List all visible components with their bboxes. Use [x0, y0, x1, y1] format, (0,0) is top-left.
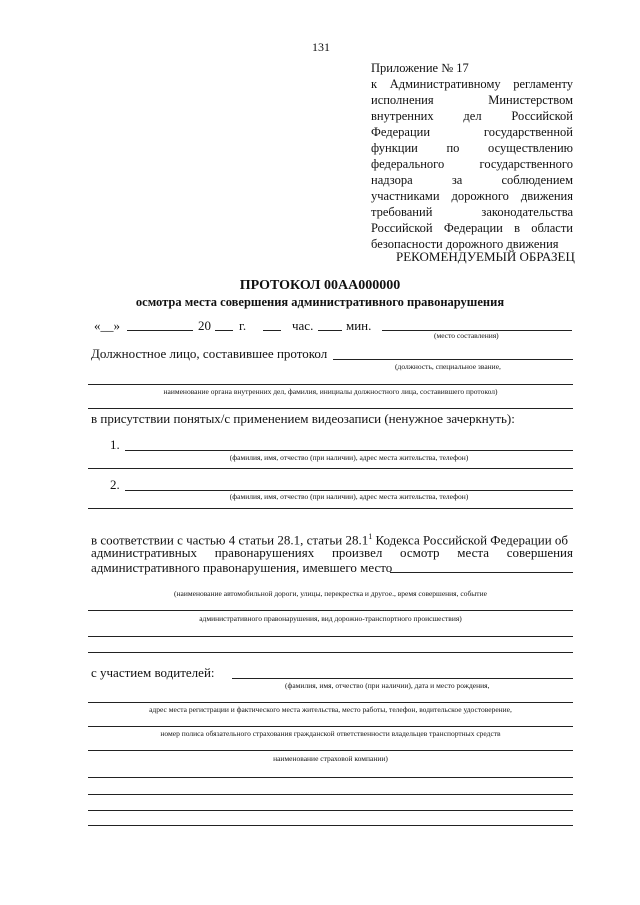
witnesses-label: в присутствии понятых/с применением видеозаписи (ненужное зачеркнуть):: [91, 411, 515, 426]
date-year-suffix: г.: [239, 318, 247, 333]
official-line-2: [88, 384, 573, 385]
drivers-caption-4: наименование страховой компании): [273, 754, 388, 763]
witness-1-number: 1.: [110, 437, 120, 452]
drivers-line-7: [88, 810, 573, 811]
official-caption-1: (должность, специальное звание,: [395, 362, 501, 371]
drivers-label: с участием водителей:: [91, 665, 215, 680]
date-year-line: [215, 330, 233, 331]
minutes-line: [318, 330, 342, 331]
inspection-caption-1: (наименование автомобильной дороги, улицы, перекрестка и другое., время совершения, событие: [174, 589, 487, 598]
appendix-block: [371, 60, 573, 252]
witness-1-line: [125, 450, 573, 451]
appendix-line: участниками дорожного движения: [371, 189, 573, 203]
drivers-line-6: [88, 794, 573, 795]
inspection-line-3: административного правонарушения, имевшего место: [91, 560, 393, 575]
drivers-line-8: [88, 825, 573, 826]
inspection-line-c: [88, 652, 573, 653]
witness-2-number: 2.: [110, 477, 120, 492]
drivers-caption-1: (фамилия, имя, отчество (при наличии), дата и место рождения,: [285, 681, 490, 690]
date-year-prefix: 20: [198, 318, 211, 333]
drivers-caption-2: адрес места регистрации и фактического места жительства, место работы, телефон, водительское удостоверение,: [149, 705, 512, 714]
official-label: Должностное лицо, составившее протокол: [91, 346, 328, 361]
witness-1-caption: (фамилия, имя, отчество (при наличии), адрес места жительства, телефон): [229, 453, 469, 462]
appendix-line: требований законодательства: [371, 205, 573, 219]
appendix-line: надзора за соблюдением: [371, 173, 573, 187]
place-of-offence-line: [390, 572, 573, 573]
date-day: «__»: [94, 318, 120, 333]
witness-2-line: [125, 490, 573, 491]
protocol-subtitle: осмотра места совершения административного правонарушения: [135, 295, 505, 309]
appendix-line: безопасности дорожного движения: [371, 237, 559, 251]
drivers-line-5: [88, 777, 573, 778]
drivers-caption-3: номер полиса обязательного страхования гражданской ответственности владельцев транспортных средств: [160, 729, 501, 738]
place-caption: (место составления): [434, 331, 499, 340]
appendix-line: функции по осуществлению: [371, 141, 573, 155]
official-line: [333, 359, 573, 360]
appendix-line: внутренних дел Российской: [371, 109, 573, 123]
hours-label: час.: [292, 318, 314, 333]
drivers-line-2: [88, 702, 573, 703]
date-month-line: [127, 330, 193, 331]
appendix-line: федерального государственного: [371, 157, 573, 171]
minutes-label: мин.: [346, 318, 372, 333]
inspection-line-b: [88, 636, 573, 637]
appendix-title: Приложение № 17: [371, 61, 469, 75]
drivers-line: [232, 678, 573, 679]
page-number: 131: [312, 40, 330, 54]
drivers-line-4: [88, 750, 573, 751]
inspection-caption-2: административного правонарушения, вид дорожно-транспортного происшествия): [199, 614, 462, 623]
inspection-line-a: [88, 610, 573, 611]
appendix-line: к Административному регламенту: [371, 77, 573, 91]
appendix-line: Российской Федерации в области: [371, 221, 573, 235]
recommended-sample-label: РЕКОМЕНДУЕМЫЙ ОБРАЗЕЦ: [396, 249, 575, 264]
witness-1-line-2: [88, 468, 573, 469]
drivers-line-3: [88, 726, 573, 727]
inspection-line-1: в соответствии с частью 4 статьи 28.1, статьи 28.1$^1$ Кодекса Российской Федерации об: [91, 532, 569, 548]
hours-line: [263, 330, 281, 331]
appendix-line: исполнения Министерством: [371, 93, 573, 107]
official-caption-2: наименование органа внутренних дел, фамилия, инициалы должностного лица, составившего протокол): [163, 387, 498, 396]
witness-2-caption: (фамилия, имя, отчество (при наличии), адрес места жительства, телефон): [229, 492, 469, 501]
inspection-line-2: административных правонарушениях произвел осмотр места совершения: [91, 545, 573, 560]
witness-top-line: [88, 408, 573, 409]
witness-2-line-2: [88, 508, 573, 509]
appendix-line: Федерации государственной: [371, 125, 573, 139]
protocol-title: ПРОТОКОЛ 00АА000000: [239, 278, 401, 293]
